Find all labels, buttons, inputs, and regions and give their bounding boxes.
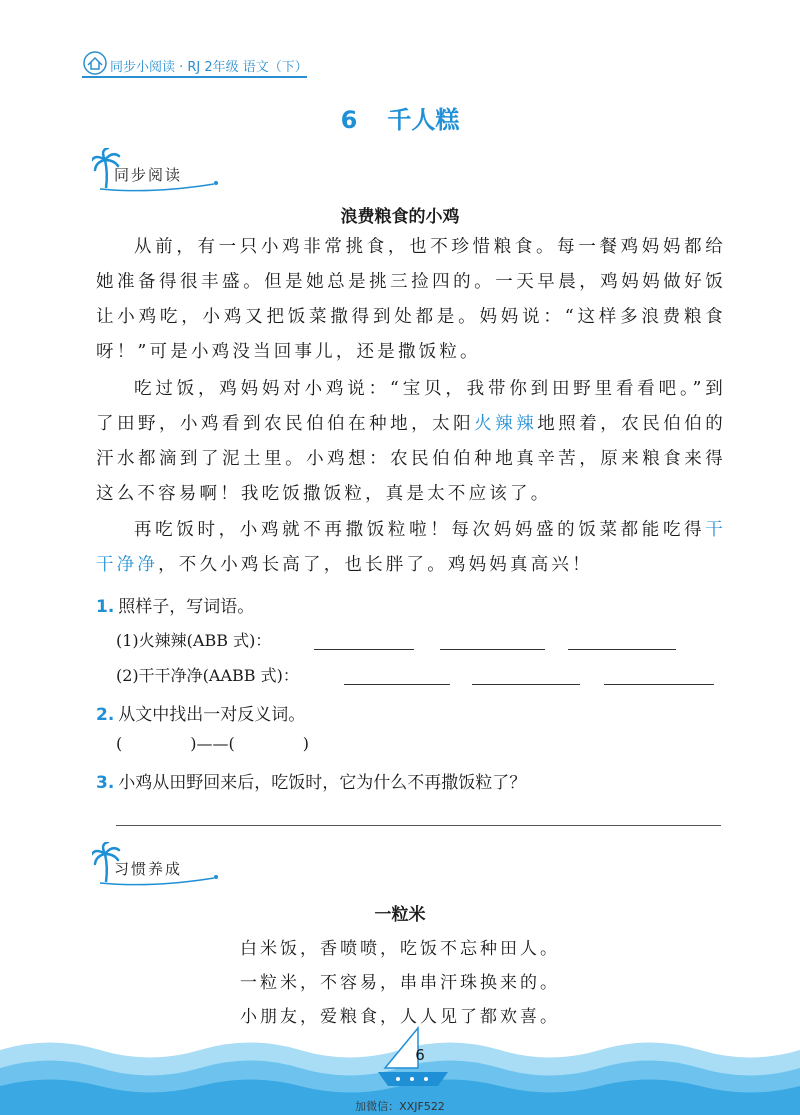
section-divider (116, 825, 721, 826)
poem-line: 小朋友，爱粮食，人人见了都欢喜。 (240, 1007, 560, 1027)
page-number: 6 (415, 1046, 425, 1064)
lesson-number: 6 (340, 106, 358, 134)
highlight-word-2: 干干净净 (96, 520, 726, 575)
header-underline (82, 76, 307, 78)
question-1-text: 照样子，写词语。 (118, 597, 255, 617)
highlight-word-1: 火辣辣 (474, 414, 538, 434)
section-reading-badge (92, 148, 222, 192)
antonym-pair[interactable] (116, 734, 309, 753)
question-3-number: 3. (96, 773, 115, 793)
question-1-number: 1. (96, 597, 115, 617)
lesson-title (0, 100, 800, 135)
answer-blank[interactable] (472, 684, 580, 685)
book-logo-icon (82, 50, 108, 76)
question-3 (96, 768, 526, 793)
paragraph-2-end: 地照着，农民伯伯的汗水都滴到了泥土里。小鸡想：农民伯伯种地真辛苦，原来粮食来得这么不容易啊！我吃饭撒饭粒，真是太不应该了。 (96, 414, 726, 504)
story-paragraph-3 (96, 513, 726, 583)
antonym-right-paren: ) (302, 734, 309, 753)
antonym-connector: )——( (190, 734, 235, 753)
question-3-text: 小鸡从田野回来后，吃饭时，它为什么不再撒饭粒了？ (118, 773, 527, 793)
story-paragraph-1: 从前，有一只小鸡非常挑食，也不珍惜粮食。每一餐鸡妈妈都给她准备得很丰盛。但是她总是挑三捡四的。一天早晨，鸡妈妈做好饭让小鸡吃，小鸡又把饭菜撒得到处都是。妈妈说：“这样多浪费粮食呀！”可是小鸡没当回事儿，还是撒饭粒。 (96, 237, 726, 362)
footer-text: 加微信：XXJF522 (355, 1100, 445, 1113)
section-habit-label: 习惯养成 (114, 860, 183, 878)
paragraph-3-end: ，不久小鸡长高了，也长胖了。鸡妈妈真高兴！ (158, 555, 593, 575)
paragraph-3-start: 再吃饭时，小鸡就不再撒饭粒啦！每次妈妈盛的饭菜都能吃得 (134, 520, 706, 540)
answer-blank[interactable] (440, 649, 545, 650)
poem-title: 一粒米 (374, 905, 426, 925)
lesson-name: 千人糕 (387, 106, 460, 134)
question-2 (96, 700, 305, 725)
question-2-text: 从文中找出一对反义词。 (118, 705, 306, 725)
question-1 (96, 592, 254, 617)
header-text: 同步小阅读 · RJ 2年级 语文（下） (110, 60, 308, 75)
answer-blank[interactable] (568, 649, 676, 650)
story-title: 浪费粮食的小鸡 (340, 207, 460, 227)
question-1-sub-2: (2)干干净净(AABB 式)： (116, 666, 299, 685)
story-paragraph-2 (96, 372, 726, 512)
poem-line: 一粒米，不容易，串串汗珠换来的。 (240, 973, 560, 993)
paragraph-2-start: 吃过饭，鸡妈妈对小鸡说：“宝贝，我带你到田野里看看吧。”到了田野，小鸡看到农民伯伯在种地，太阳 (96, 379, 726, 434)
answer-blank[interactable] (314, 649, 414, 650)
question-1-sub-1: (1)火辣辣(ABB 式)： (116, 631, 272, 650)
answer-blank[interactable] (604, 684, 714, 685)
poem-line: 白米饭，香喷喷，吃饭不忘种田人。 (240, 939, 560, 959)
answer-blank[interactable] (344, 684, 450, 685)
section-habit-badge (92, 842, 222, 886)
antonym-left-paren: ( (116, 734, 123, 753)
section-reading-label: 同步阅读 (114, 166, 183, 184)
question-2-number: 2. (96, 705, 115, 725)
